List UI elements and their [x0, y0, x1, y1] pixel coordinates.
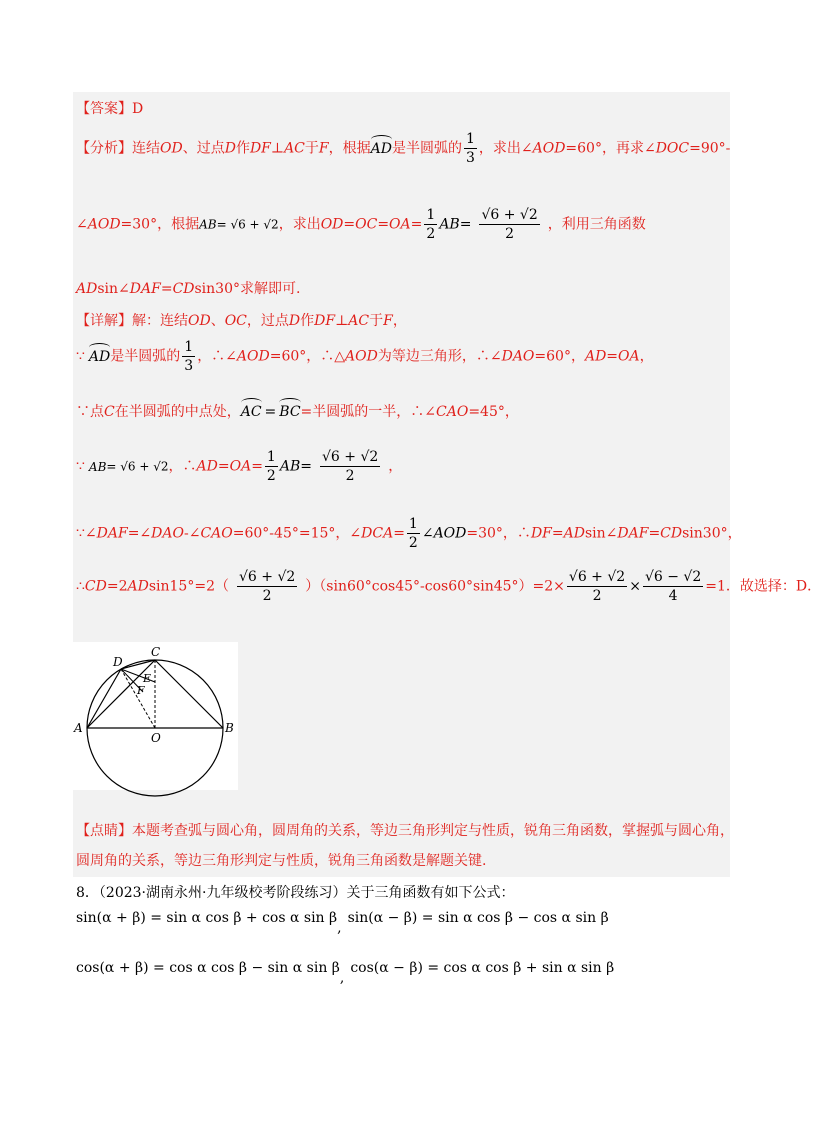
text: 、过点 [182, 140, 225, 157]
question-source: （2023·湖南永州·九年级校考阶段练习）关于三角函数有如下公式： [98, 885, 515, 901]
text: × [629, 578, 641, 595]
text: AOD [345, 348, 378, 365]
text: 3 [465, 150, 475, 166]
text: 2 [426, 226, 436, 242]
label-d: D [113, 655, 123, 669]
text: = √6 + √2 [106, 459, 169, 474]
text: √6 + √2 [481, 207, 538, 223]
text: , [337, 920, 342, 936]
text: CD [660, 525, 683, 542]
text: 于 [304, 140, 319, 157]
text: 作 [300, 313, 315, 329]
text: =30°，∴ [466, 525, 531, 542]
text: √6 − √2 [644, 569, 702, 585]
text: √6 + √2 [321, 449, 379, 465]
text: ， [639, 348, 654, 365]
text: =60°，∴△ [269, 348, 346, 365]
formula-line-2 [76, 960, 615, 986]
text: F [383, 313, 393, 329]
text: DF=AD [530, 525, 585, 542]
text: AC [284, 140, 305, 157]
text: =半圆弧的一半，∴∠ [300, 404, 437, 420]
text: D [288, 313, 301, 329]
arc-ac: AC [241, 398, 262, 420]
text: sin∠ [97, 281, 130, 297]
text: 2 [408, 535, 418, 551]
text: =30°，根据 [120, 216, 200, 233]
text: -∠ [183, 525, 201, 542]
text: ⊥ [270, 140, 285, 157]
text: AB [199, 217, 217, 232]
text: =60°，再求∠ [565, 140, 656, 157]
segment-cb [155, 660, 223, 728]
text: CAO [200, 525, 233, 542]
text: AD=OA [196, 458, 252, 475]
text: 在半圆弧的中点处， [114, 404, 241, 420]
text: ∵ [76, 458, 85, 475]
text: √6 + √2 [568, 569, 626, 585]
formula-cos-diff: cos(α − β) = cos α cos β + sin α sin β [350, 960, 615, 976]
text: ， [388, 458, 403, 475]
text: AB [439, 216, 460, 233]
text: AD=OA [584, 348, 640, 365]
text: ∠ [76, 216, 88, 233]
text: 为等边三角形，∴∠ [377, 348, 502, 365]
text: ， [392, 313, 407, 329]
text: AOD [236, 348, 270, 365]
text: CD [172, 281, 195, 297]
text: 2 [320, 466, 380, 485]
fraction-half [424, 206, 437, 243]
answer-tag: 【答案】 [76, 101, 132, 117]
text: ，根据 [328, 140, 371, 157]
text: OD [160, 140, 183, 157]
label-o: O [151, 731, 161, 745]
analysis-line-3 [76, 278, 300, 298]
text: 是半圆弧的 [110, 348, 181, 365]
text: = [264, 404, 277, 420]
text: 1 [184, 339, 194, 355]
text: =60°-45°=15°，∠ [232, 525, 362, 542]
detail-tag: 【详解】 [76, 313, 132, 329]
text: = [410, 216, 423, 233]
formula-cos-sum: cos(α + β) = cos α cos β − sin α sin β [76, 960, 340, 976]
text: 本题考查弧与圆心角，圆周角的关系，等边三角形判定与性质，锐角三角函数，掌握弧与圆心角， [132, 823, 734, 839]
fraction-sqrt [237, 568, 297, 605]
text: ，过点 [246, 313, 289, 329]
fraction-sqrt [567, 568, 627, 605]
fraction-one-third [182, 338, 195, 375]
fraction-sqrt [320, 448, 380, 485]
text: √6 + √2 [238, 569, 296, 585]
text: DAF [129, 281, 161, 297]
text: =45°， [468, 404, 519, 420]
text: ∵点 [76, 404, 104, 420]
analysis-tag: 【分析】 [76, 140, 132, 157]
text: OC [224, 313, 247, 329]
detail-line-3 [76, 398, 519, 421]
label-b: B [225, 721, 234, 735]
geometry-figure [73, 642, 238, 790]
fraction-sqrt [479, 206, 539, 243]
text: ∵ [76, 348, 85, 365]
text: AD [127, 578, 149, 595]
text: AC [348, 313, 370, 329]
text: 连结 [132, 140, 160, 157]
text: ，∴∠ [197, 348, 237, 365]
text: 1 [426, 207, 436, 223]
arc-ad: AD [89, 343, 110, 365]
detail-line-4 [76, 448, 402, 485]
text: 1 [465, 131, 475, 147]
question-number: 8． [76, 885, 99, 901]
text: OD=OC=OA [320, 216, 411, 233]
text: = [459, 216, 472, 233]
text: ，∴ [168, 458, 197, 475]
text: DCA [361, 525, 394, 542]
text: sin15°=2（ [148, 578, 229, 595]
text: C [104, 404, 115, 420]
text: =∠ [127, 525, 152, 542]
text: = [393, 525, 405, 542]
text: 是半圆弧的 [391, 140, 462, 157]
question-header [76, 882, 514, 902]
text: , [339, 970, 345, 986]
text: ，求出 [278, 216, 321, 233]
text: DF [249, 140, 271, 157]
text: 1 [408, 516, 418, 532]
text: 4 [643, 586, 703, 605]
text: 2 [479, 224, 539, 243]
text: CD [84, 578, 107, 595]
text: DAO [151, 525, 184, 542]
text: AOD [87, 216, 121, 233]
text: F [318, 140, 329, 157]
detail-line-6 [76, 568, 821, 605]
text: ∴ [76, 578, 85, 595]
formula-sin-sum: sin(α + β) = sin α cos β + cos α sin β [76, 910, 338, 926]
text: ⊥ [335, 313, 349, 329]
text: 解：连结 [132, 313, 188, 329]
text: 于 [369, 313, 384, 329]
answer-value: D [132, 101, 144, 117]
text: ）（sin60°cos45°-cos60°sin45°）=2× [305, 578, 565, 595]
text: sin∠ [584, 525, 618, 542]
text: ∠AOD [421, 525, 467, 542]
text: ∵∠ [76, 525, 97, 542]
text: DOC [655, 140, 690, 157]
fraction-half [407, 515, 420, 552]
text: DAO [501, 348, 535, 365]
text: AB [88, 459, 107, 474]
comment-line-2 [76, 850, 486, 870]
text: AB [279, 458, 301, 475]
text: =90°- [689, 140, 731, 157]
detail-line-1 [76, 310, 407, 330]
detail-line-5 [76, 515, 742, 552]
text: 作 [235, 140, 250, 157]
circle-diagram [73, 642, 238, 790]
comment-tag: 【点睛】 [76, 823, 132, 839]
formula-sin-diff: sin(α − β) = sin α cos β − cos α sin β [347, 910, 609, 926]
text: 2 [266, 468, 276, 484]
text: DF [314, 313, 336, 329]
formula-line-1 [76, 910, 609, 936]
comment-line-1 [76, 820, 734, 840]
text: ，利用三角函数 [547, 216, 646, 233]
arc-bc: BC [279, 398, 300, 420]
text: OD [188, 313, 211, 329]
sqrt-expression: = √6 + √2 [216, 217, 279, 232]
analysis-line-1 [76, 130, 730, 167]
label-f: F [137, 684, 145, 697]
label-c: C [151, 645, 161, 659]
label-a: A [74, 721, 83, 735]
fraction-half [265, 448, 278, 485]
text: 圆周角的关系，等边三角形判定与性质，锐角三角函数是解题关键. [76, 853, 487, 869]
label-e: E [143, 672, 152, 685]
text: 2 [567, 586, 627, 605]
text: 1 [266, 449, 276, 465]
text: CAO [436, 404, 469, 420]
analysis-line-2 [76, 206, 646, 243]
text: AOD [532, 140, 566, 157]
text: =60°， [534, 348, 585, 365]
text: AD [76, 281, 98, 297]
text: = [251, 458, 263, 475]
detail-line-2 [76, 338, 654, 375]
text: sin30°， [682, 525, 742, 542]
text: =2 [106, 578, 128, 595]
text: sin30°求解即可. [194, 281, 301, 297]
text: D [224, 140, 236, 157]
fraction-sqrt-diff [643, 568, 703, 605]
text: 3 [184, 358, 194, 374]
text: DAF [617, 525, 649, 542]
text: =1．故选择：D． [705, 578, 821, 595]
text: = [160, 281, 173, 297]
fraction-one-third [464, 130, 477, 167]
text: DAF [96, 525, 128, 542]
text: ，求出∠ [478, 140, 533, 157]
answer-line [76, 98, 143, 118]
text: = [300, 458, 312, 475]
arc-ad: AD [371, 135, 392, 157]
text: 2 [237, 586, 297, 605]
text: 、 [210, 313, 225, 329]
text: = [648, 525, 661, 542]
